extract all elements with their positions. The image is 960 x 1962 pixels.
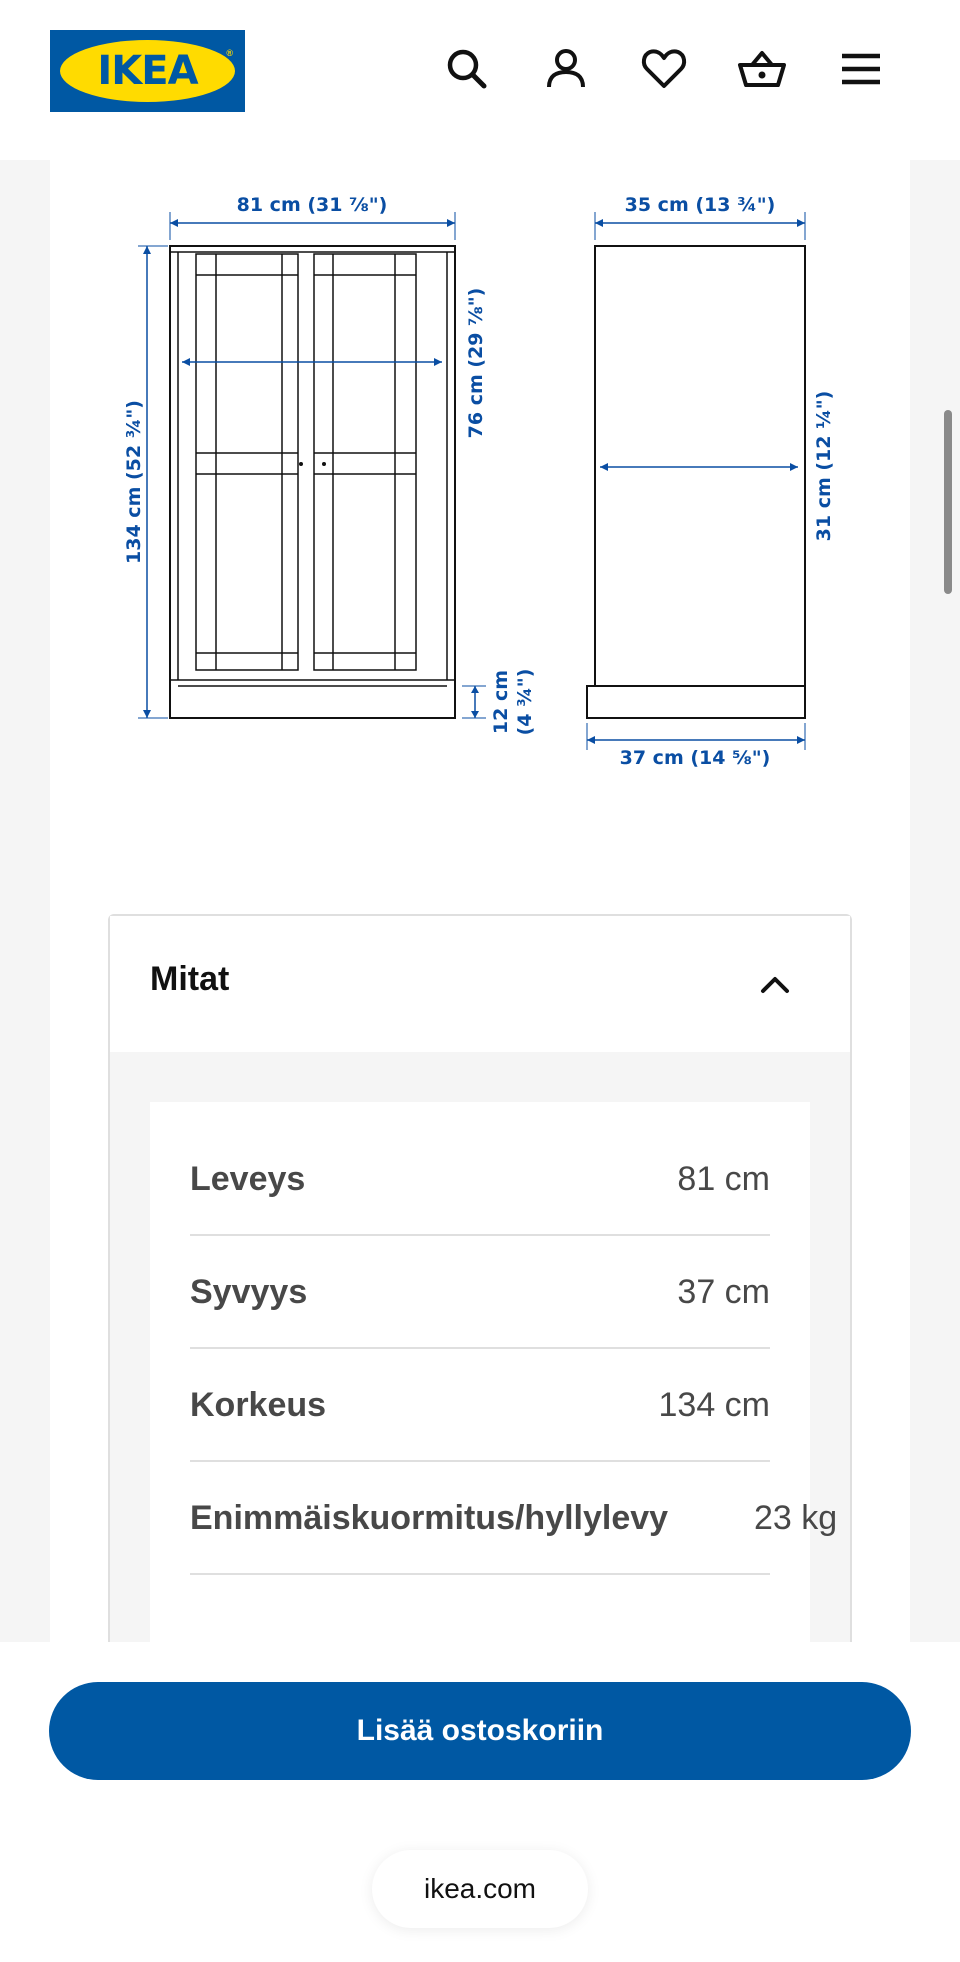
dimension-label: Korkeus (190, 1386, 327, 1424)
ikea-logo[interactable] (50, 30, 245, 112)
dimension-row-max-load (190, 1463, 838, 1575)
menu-icon[interactable] (836, 44, 886, 94)
heart-icon[interactable] (639, 44, 689, 94)
side-depth-top-label: 35 cm (13 ¾") (624, 194, 776, 216)
basket-icon[interactable] (737, 44, 787, 94)
site-header (0, 0, 960, 160)
product-content (50, 160, 910, 1642)
row-divider (190, 1234, 770, 1236)
scrollbar[interactable] (944, 410, 952, 594)
search-icon[interactable] (442, 44, 492, 94)
dimensions-accordion (108, 914, 852, 1656)
dimensions-title: Mitat (150, 960, 230, 998)
logo-text: IKEA (60, 40, 235, 102)
add-to-cart-button[interactable]: Lisää ostoskoriin (49, 1682, 911, 1780)
front-height-label: 134 cm (52 ¾") (123, 400, 145, 564)
bottom-bar (0, 1642, 960, 1962)
base-height-label-1: 12 cm (490, 669, 512, 735)
chevron-up-icon[interactable] (755, 966, 795, 1002)
row-divider (190, 1460, 770, 1462)
dimension-diagram (50, 160, 910, 780)
row-divider (190, 1347, 770, 1349)
dimension-row-width (190, 1124, 770, 1236)
dimension-row-depth (190, 1237, 770, 1349)
dimension-value: 134 cm (658, 1386, 770, 1424)
dimension-label: Syvyys (190, 1273, 308, 1311)
dimensions-accordion-header[interactable] (110, 916, 850, 1052)
dimension-value: 37 cm (677, 1273, 770, 1311)
dimensions-list (150, 1102, 838, 1642)
side-depth-bottom-label: 37 cm (14 ⅝") (619, 747, 771, 769)
browser-url-pill[interactable]: ikea.com (372, 1850, 588, 1928)
registered-mark: ® (226, 48, 233, 58)
dimension-value: 81 cm (677, 1160, 770, 1198)
base-height-label-2: (4 ¾") (514, 668, 536, 736)
dimension-row-height (190, 1350, 770, 1462)
front-width-label: 81 cm (31 ⅞") (236, 194, 388, 216)
front-inner-width-label: 76 cm (29 ⅞") (465, 287, 487, 439)
dimension-label: Leveys (190, 1160, 306, 1198)
account-icon[interactable] (541, 44, 591, 94)
dimension-value: 23 kg (754, 1499, 838, 1537)
row-divider (190, 1573, 770, 1575)
side-inner-depth-label: 31 cm (12 ¼") (813, 390, 835, 542)
dimension-label: Enimmäiskuormitus/hyllylevy (190, 1499, 669, 1537)
